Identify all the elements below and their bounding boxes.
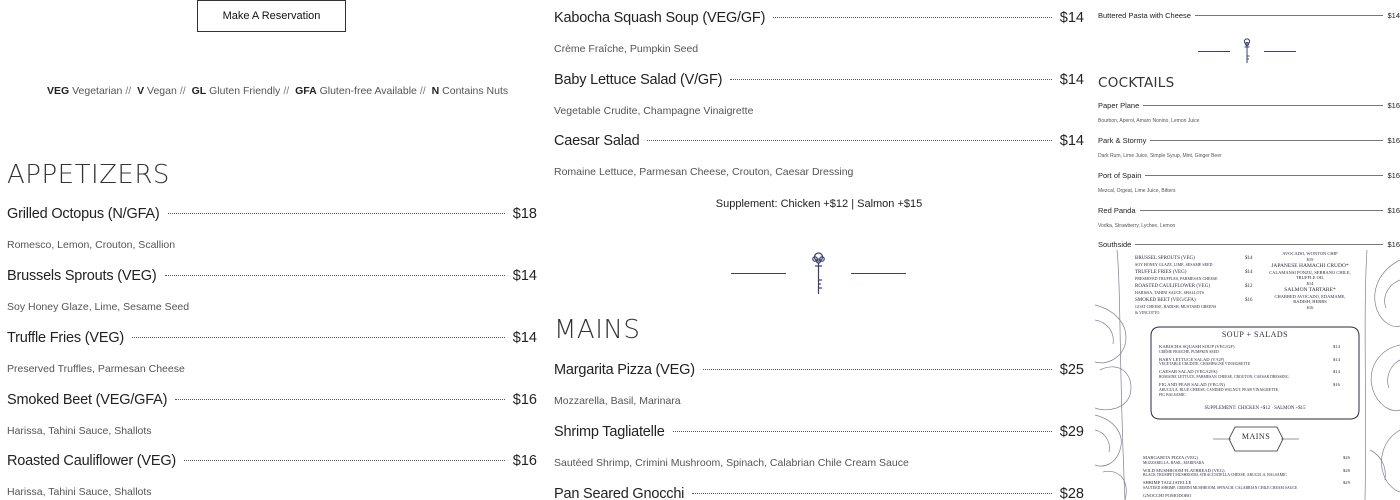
mini-line: KABOCHA SQUASH SOUP (VEG/GF) [1159,344,1235,349]
mini-mains-list [1143,455,1350,499]
legend-text: Gluten-free Available [319,85,417,97]
legend-separator: // [125,85,132,97]
menu-item-name: Park & Stormy [1098,136,1147,145]
menu-item-name: Paper Plane [1098,101,1140,110]
menu-item-description: Sautéed Shrimp, Crimini Mushroom, Spinach, Calabrian Chile Cream Sauce [554,457,909,469]
dot-leader [773,17,1052,18]
menu-item-name: Grilled Octopus (N/GFA) [7,206,160,222]
legend-code: VEG [47,85,70,97]
menu-item [1098,240,1400,249]
printed-menu-image [1095,250,1400,500]
divider-line [1264,51,1296,52]
mini-price: $28 [1343,467,1350,473]
mini-line: SALMON TARTARE* [1284,287,1336,293]
mini-line: $16 [1306,304,1314,310]
mini-line: GOAT CHEESE, RADISH, MUSTARD GREENS [1135,304,1217,309]
menu-item-price: $16 [512,392,537,408]
menu-item-description: Bourbon, Aperol, Amaro Nonino, Lemon Juice [1098,118,1200,124]
mini-supplement: SUPPLEMENT: CHICKEN +$12 · SALMON +$15 [1204,406,1306,411]
menu-item-price: $16 [1387,136,1400,145]
legend-text: Contains Nuts [442,85,509,97]
menu-item [1098,171,1400,194]
legend-text: Vegetarian [72,85,123,97]
mini-price: $14 [1245,270,1253,275]
dot-leader [647,140,1051,141]
menu-item-name: Truffle Fries (VEG) [7,330,125,346]
menu-item-description: Vegetable Crudite, Champagne Vinaigrette [554,105,754,117]
mini-soup-list [1159,344,1340,399]
menu-item-price: $16 [1387,240,1400,249]
menu-item-description: Soy Honey Glaze, Lime, Sesame Seed [7,301,190,313]
mini-line: CHARRED AVOCADO, EDAMAME, [1274,293,1346,299]
mini-line: HARISSA, TAHINI SAUCE, SHALLOTS [1135,290,1205,295]
menu-item-name: Shrimp Tagliatelle [554,424,665,440]
menu-item [7,330,537,375]
divider-line [731,273,786,274]
dot-leader [132,337,505,338]
menu-item-price: $14 [1387,11,1400,20]
mini-line: CALAMANSI PONZU, SERRANO CHILE, [1269,269,1351,275]
mini-line: VEGETABLE CRUDITE, CHAMPAGNE VINAIGRETTE [1159,362,1251,367]
mini-line: & VINCOTTO [1135,310,1160,315]
mini-line: RADISH, HERBS [1293,299,1327,304]
menu-item [7,453,537,498]
menu-item-name: Red Panda [1098,206,1136,215]
dot-leader [1150,140,1383,141]
mini-line: WILD MUSHROOM FLATBREAD (VEG) [1143,467,1225,473]
menu-item [554,486,1084,500]
menu-item [7,268,537,313]
mini-price: $16 [1333,382,1340,388]
mini-line: $14 [1306,280,1314,286]
menu-item-description: Mozzarella, Basil, Marinara [554,395,681,407]
menu-item [1098,136,1400,159]
menu-item-name: Brussels Sprouts (VEG) [7,268,157,284]
menu-item-description: Mezcal, Orgeat, Lime Juice, Bitters [1098,188,1176,194]
legend-separator: // [283,85,290,97]
menu-item [554,424,1084,469]
menu-item-price: $18 [512,206,537,222]
menu-item [554,72,1084,117]
menu-item-price: $14 [1059,133,1084,149]
menu-item-price: $16 [512,453,537,469]
make-reservation-button[interactable]: Make A Reservation [197,0,346,32]
mini-line: ROASTED CAULIFLOWER (VEG) [1135,284,1210,289]
mini-line: FIG AND PEAR SALAD (VEG/N) [1159,382,1225,388]
menu-item-name: Port of Spain [1098,171,1142,180]
mini-line: BABY LETTUCE SALAD (V/GF) [1159,356,1225,362]
legend-separator: // [419,85,426,97]
menu-item-name: Baby Lettuce Salad (V/GF) [554,72,723,88]
menu-item-name: Caesar Salad [554,133,640,149]
mini-price: $12 [1245,284,1253,289]
key-ornament-icon [786,250,851,296]
menu-item [1098,206,1400,229]
dot-leader [175,399,505,400]
dot-leader [184,460,505,461]
menu-item [554,133,1084,178]
mini-price: $14 [1333,356,1340,362]
menu-item-name: Roasted Cauliflower (VEG) [7,453,177,469]
menu-item-name: Kabocha Squash Soup (VEG/GF) [554,10,766,26]
dot-leader [168,213,505,214]
left-column [0,0,545,500]
dot-leader [1135,244,1383,245]
menu-item-name: Margarita Pizza (VEG) [554,362,695,378]
menu-item-description: Crème Fraîche, Pumpkin Seed [554,43,699,55]
menu-item-price: $29 [1059,424,1084,440]
menu-item-price: $14 [512,330,537,346]
menu-item [554,362,1084,407]
mini-price: $29 [1343,480,1350,486]
mini-line: ROMAINE LETTUCE, PARMESAN CHEESE, CROUTON, CAESAR DRESSING [1159,374,1289,379]
menu-item-price: $16 [1387,101,1400,110]
mini-line: SMOKED BEET (VEG/GFA) [1135,298,1196,303]
dot-leader [1140,210,1384,211]
mini-line: BRUSSEL SPROUTS (VEG) [1135,256,1195,261]
mini-line: FIG BALSAMIC [1159,393,1186,398]
mini-price: $14 [1245,256,1253,261]
mini-line: CRÈME FRAICHE, PUMPKIN SEED [1159,349,1219,354]
dot-leader [730,79,1052,80]
menu-item-description: Dark Rum, Lime Juice, Simple Syrup, Mint, Ginger Beer [1098,153,1222,159]
mini-line: TRUFFLE OIL [1295,275,1325,280]
mini-price: $16 [1245,298,1253,303]
section-divider [731,250,906,296]
menu-item-price: $28 [1059,486,1084,500]
mini-line: CAESAR SALAD (VEG/GFA) [1159,369,1218,375]
menu-item-price: $16 [1387,171,1400,180]
menu-item-price: $16 [1387,206,1400,215]
menu-item-name: Southside [1098,240,1132,249]
legend-text: Gluten Friendly [209,85,281,97]
menu-item-description: Preserved Truffles, Parmesan Cheese [7,363,185,375]
menu-item [1098,101,1400,124]
legend-code: GL [191,85,207,97]
menu-item-price: $14 [512,268,537,284]
right-column [1095,0,1400,500]
mini-line: BLACK TRUMPET MUSHROOM, STRACCIATELLA CHEESE, ARUGULA, BALSAMIC [1143,473,1287,478]
mini-line: MOZZARELLA, BASIL, MARINARA [1143,460,1205,465]
mini-line: ARUGULA, BLUE CHEESE, CANDIED WALNUT, PEAR VINAIGRETTE, [1159,387,1280,392]
mini-line: SAUTEED SHRIMP, CRIMINI MUSHROOM, SPINACH, CALABRIAN CHILE CREAM SAUCE [1143,485,1298,490]
supplement-note: Supplement: Chicken +$12 | Salmon +$15 [715,198,923,210]
menu-item-name: Smoked Beet (VEG/GFA) [7,392,168,408]
mini-line: SHRIMP TAGLIATELLE [1143,480,1192,486]
section-divider [1198,37,1296,65]
mini-line: $19 [1306,256,1314,262]
menu-item [554,10,1084,55]
divider-line [851,273,906,274]
legend-code: GFA [295,85,317,97]
mini-raw-bar [1260,251,1360,310]
dot-leader [165,275,505,276]
menu-item-description: Harissa, Tahini Sauce, Shallots [7,425,152,437]
dot-leader [1143,105,1383,106]
menu-item-description: Vodka, Strawberry, Lychee, Lemon [1098,223,1176,229]
menu-item-price: $14 [1059,72,1084,88]
mini-line: AVOCADO, WONTON CHIP [1282,251,1338,256]
mini-soup-title: SOUP + SALADS [1221,330,1289,339]
mini-line: PRESERVED TRUFFLES, PARMESAN CHEESE [1135,276,1218,281]
divider-line [1198,51,1230,52]
appetizers-heading: APPETIZERS [7,160,170,190]
mini-price: $14 [1333,344,1340,349]
mains-heading: MAINS [554,315,641,345]
menu-item [1098,11,1400,20]
mini-mains-title: MAINS [1241,432,1271,441]
mini-line: SOY HONEY GLAZE, LIME, SESAME SEED [1135,262,1213,267]
mini-line: MARGARITA PIZZA (VEG) [1143,455,1198,460]
dot-leader [673,431,1052,432]
mini-line: TRUFFLE FRIES (VEG) [1135,270,1187,275]
dot-leader [1195,15,1384,16]
dot-leader [1145,175,1383,176]
dietary-legend [47,85,508,97]
menu-item-description: Harissa, Tahini Sauce, Shallots [7,486,152,498]
dot-leader [692,493,1052,494]
legend-separator: // [179,85,186,97]
mini-line: JAPANESE HAMACHI CRUDO* [1271,263,1349,269]
mini-appetizers [1135,256,1253,316]
dot-leader [703,369,1052,370]
menu-item-description: Romaine Lettuce, Parmesan Cheese, Crouton, Caesar Dressing [554,166,854,178]
legend-code: N [431,85,440,97]
menu-item-name: Buttered Pasta with Cheese [1098,11,1191,20]
mini-line: GNOCCHI POMODORO [1143,493,1192,499]
menu-item [7,206,537,251]
menu-item-price: $14 [1059,10,1084,26]
cocktails-heading: COCKTAILS [1098,75,1175,91]
menu-item-name: Pan Seared Gnocchi [554,486,685,500]
menu-item-price: $25 [1059,362,1084,378]
key-ornament-icon [1230,37,1264,65]
mini-price: $26 [1343,455,1350,460]
legend-text: Vegan [147,85,177,97]
menu-item-description: Romesco, Lemon, Crouton, Scallion [7,239,176,251]
mini-price: $14 [1333,369,1340,375]
menu-item [7,392,537,437]
legend-code: V [137,85,145,97]
